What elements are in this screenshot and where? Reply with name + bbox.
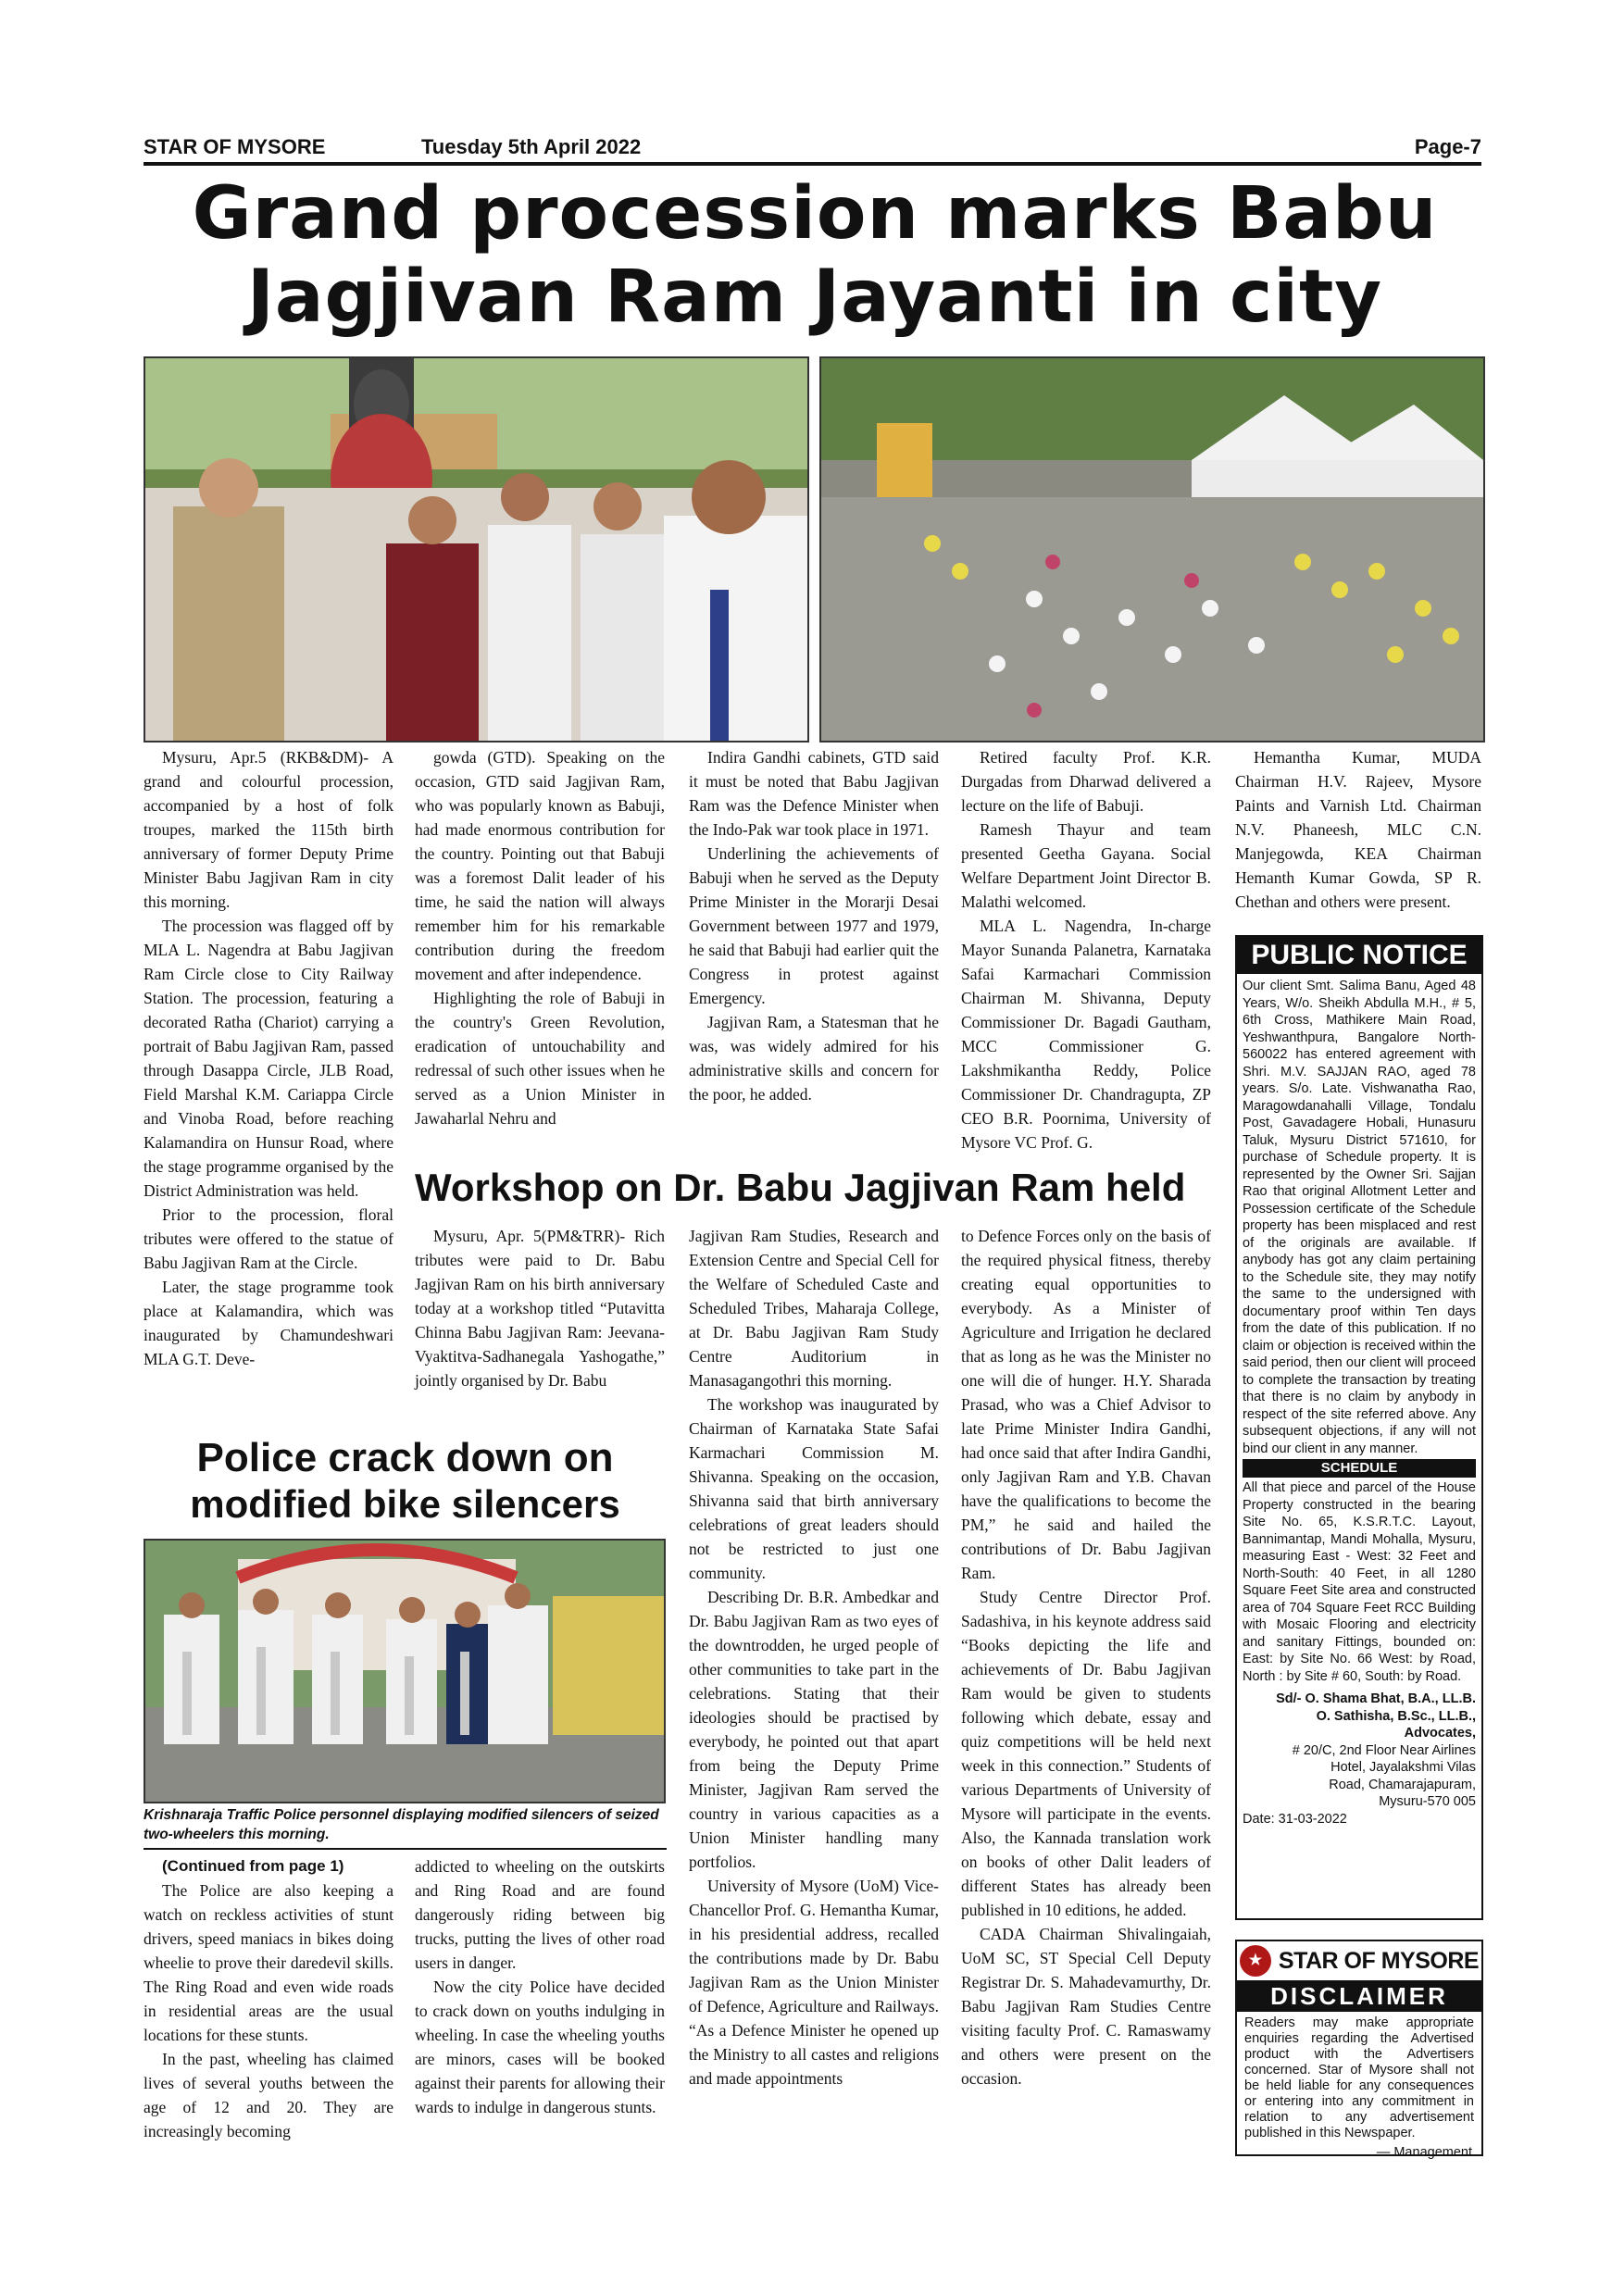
police-headline-line1: Police crack down on bbox=[196, 1435, 614, 1480]
notice-signatory: Sd/- O. Shama Bhat, B.A., LL.B. bbox=[1276, 1691, 1476, 1706]
main-headline: Grand procession marks Babu Jagjivan Ram Jayanti in city bbox=[192, 172, 1438, 339]
schedule-label: SCHEDULE bbox=[1243, 1459, 1476, 1478]
issue-date: Tuesday 5th April 2022 bbox=[421, 135, 642, 158]
police-col2: addicted to wheeling on the outskirts and Ring Road and are found dangerously riding between big trucks, putting the lives of other road users in danger. Now the city Police have decided to crack down on youths indulging in wheeling. In case the wheeling youths are minors, cases will be booked against their parents for allowing their wards to indulge in dangerous stunts. bbox=[415, 1857, 665, 2116]
notice-address-line1: # 20/C, 2nd Floor Near Airlines bbox=[1292, 1742, 1476, 1758]
main-story-col4: Retired faculty Prof. K.R. Durgadas from Dharwad delivered a lecture on the life of Babuji. Ramesh Thayur and team presented Geetha Gayana. Social Welfare Department Joint Director B. Malathi welcomed. MLA L. Nagendra, In-charge Mayor Sunanda Palanetra, Karnataka Safai Karmachari Commission Chairman M. Shivanna, Deputy Commissioner Dr. Bagadi Gautham, MCC Commissioner G. Lakshmikantha Reddy, Police Commissioner Dr. Chandragupta, ZP CEO B.R. Poornima, University of Mysore VC Prof. G. bbox=[961, 748, 1211, 1152]
police-headline-line2: modified bike silencers bbox=[190, 1482, 620, 1526]
notice-address-line4: Mysuru-570 005 bbox=[1379, 1794, 1476, 1809]
photo-procession bbox=[819, 356, 1485, 742]
disclaimer-brand: STAR OF MYSORE bbox=[1278, 1947, 1480, 1974]
workshop-col1: Mysuru, Apr. 5(PM&TRR)- Rich tributes were paid to Dr. Babu Jagjivan Ram on his birth anniversary today at a workshop titled “Putavitta Chinna Babu Jagjivan Ram: Jeevana-Vyaktitva-Sadhanegala Yashogathe,” jointly organised by Dr. Babu bbox=[415, 1227, 665, 1390]
notice-date: Date: 31-03-2022 bbox=[1243, 1811, 1347, 1827]
police-col1: (Continued from page 1) The Police are also keeping a watch on reckless activities of stunt drivers, speed maniacs in bikes doing wheelie to prove their daredevil skills. The Ring Road and even wide roads in residential areas are the usual locations for these stunts. In the past, wheeling has claimed lives of several youths between the age of 12 and 20. They are increasingly becoming bbox=[144, 1857, 394, 2140]
star-of-mysore-logo-icon: ★ bbox=[1240, 1945, 1271, 1977]
main-story-col3: Indira Gandhi cabinets, GTD said it must be noted that Babu Jagjivan Ram was the Defence Minister when the Indo-Pak war took place in 1971. Underlining the achievements of Babuji when he served as the Deputy Prime Minister in the Morarji Desai Government between 1977 and 1979, he said that Babuji had earlier quit the Congress in protest against Emergency. Jagjivan Ram, a Statesman that he was, was widely admired for his administrative skills and concern for the poor, he added. bbox=[689, 748, 939, 1104]
main-story-col5: Hemantha Kumar, MUDA Chairman H.V. Rajeev, Mysore Paints and Varnish Ltd. Chairman N.V. Phaneesh, MLC C.N. Manjegowda, KEA Chairman Hemanth Kumar Gowda, SP R. Chethan and others were present. bbox=[1235, 748, 1481, 911]
public-notice-title: PUBLIC NOTICE bbox=[1237, 937, 1481, 974]
disclaimer-title: DISCLAIMER bbox=[1237, 1980, 1481, 2012]
notice-address-line2: Hotel, Jayalakshmi Vilas bbox=[1330, 1760, 1476, 1775]
police-photo-caption: Krishnaraja Traffic Police personnel displaying modified silencers of seized two-wheelers this morning. bbox=[144, 1807, 659, 1842]
paper-name: STAR OF MYSORE bbox=[144, 135, 326, 158]
disclaimer-box bbox=[1235, 1940, 1483, 2160]
disclaimer-brand-row bbox=[1237, 1941, 1481, 1980]
public-notice-box bbox=[1235, 935, 1483, 1920]
workshop-headline: Workshop on Dr. Babu Jagjivan Ram held bbox=[415, 1166, 1186, 1209]
notice-firm: O. Sathisha, B.Sc., LL.B., Advocates, bbox=[1316, 1708, 1476, 1741]
public-notice-body: Our client Smt. Salima Banu, Aged 48 Years, W/o. Sheikh Abdulla M.H., # 5, 6th Cross, Mathikere Main Road, Yeshwanthpura, Bangalore North-560022 has entered agreement with Shri. M.V. SAJJAN RAO, aged 78 years. S/o. Late. Vishwanatha Rao, Maragowdanahalli Village, Tondalu Post, Gavadagere Hobali, Hunasuru Taluk, Mysuru District 571610, for purchase of Schedule property. It is represented by the Owner Sri. Sajjan Rao that original Allotment Letter and Possession certificate of the Schedule property has been misplaced and rest of the originals are available. If anybody has got any claim pertaining to the Schedule site, they may notify the same to the undersigned with documentary proof within Ten days from the date of this publication. If no claim or objection is received within the said period, then our client will proceed to complete the transaction by treating that there is no claim by anybody in respect of the site referred above. Any subsequent objections, if any will not bind our client in any manner. SCHEDULE All that piece and parcel of the House Property constructed in the bearing Site No. 65, K.S.R.T.C. Layout, Bannimantap, Mandi Mohalla, Mysuru, measuring East - West: 32 Feet and North-South: 40 Feet, in all 1280 Square Feet Site area and constructed area of 704 Square Feet RCC Building with Mosaic Flooring and electricity and sanitary Fittings, bounded on: East: by Site No. 66 West: by Road, North : by Site # 60, South: by Road. Sd/- O. Shama Bhat, B.A., LL.B. O. Sathisha, B.Sc., LL.B., Advocates, # 20/C, 2nd Floor Near Airlines Hotel, Jayalakshmi Vilas Road, Chamarajapuram, Mysuru-570 005 Date: 31-03-2022 bbox=[1243, 979, 1476, 1827]
photo-statue-tribute bbox=[144, 356, 809, 742]
disclaimer-sign: — Management bbox=[1376, 2145, 1472, 2160]
workshop-col2: Jagjivan Ram Studies, Research and Extension Centre and Special Cell for the Welfare of Scheduled Caste and Scheduled Tribes, Maharaja College, at Dr. Babu Jagjivan Ram Study Centre Auditorium in Manasagangothri this morning. The workshop was inaugurated by Chairman of Karnataka State Safai Karmachari Commission M. Shivanna. Speaking on the occasion, Shivanna said that birth anniversary celebrations of great leaders should not be restricted to just one community. Describing Dr. B.R. Ambedkar and Dr. Babu Jagjivan Ram as two eyes of the downtrodden, he urged people of other communities to take part in the celebrations. Stating that their ideologies should be practised by everybody, he pointed out that apart from being the Deputy Prime Minister, Jagjivan Ram served the country in various capacities as a Union Minister handling many portfolios. University of Mysore (UoM) Vice-Chancellor Prof. G. Hemantha Kumar, in his presidential address, recalled the contributions made by Dr. Babu Jagjivan Ram as the Union Minister of Defence, Agriculture and Railways. “As a Defence Minister he opened up the Ministry to all castes and religions and made appointments bbox=[689, 1227, 939, 2088]
masthead-rule bbox=[144, 162, 1481, 166]
schedule-body: All that piece and parcel of the House Property constructed in the bearing Site No. 65, K.S.R.T.C. Layout, Bannimantap, Mandi Mohalla, Mysuru, measuring East - West: 32 Feet and North-South: 40 Feet, in all 1280 Square Feet Site area and constructed area of 704 Square Feet RCC Building with Mosaic Flooring and electricity and sanitary Fittings, bounded on: East: by Site No. 66 West: by Road, North : by Site # 60, South: by Road. bbox=[1243, 1480, 1476, 1684]
notice-address-line3: Road, Chamarajapuram, bbox=[1329, 1777, 1476, 1792]
page-number: Page-7 bbox=[1414, 135, 1481, 158]
main-story-col1: Mysuru, Apr.5 (RKB&DM)- A grand and colourful procession, accompanied by a host of folk troupes, marked the 115th birth anniversary of former Deputy Prime Minister Babu Jagjivan Ram in city this morning. The procession was flagged off by MLA L. Nagendra at Babu Jagjivan Ram Circle close to City Railway Station. The procession, featuring a decorated Ratha (Chariot) carrying a portrait of Babu Jagjivan Ram, passed through Dasappa Circle, JLB Road, Field Marshal K.M. Cariappa Circle and Vinoba Road, before reaching Kalamandira on Hunsur Road, where the stage programme organised by the District Administration was held. Prior to the procession, floral tributes were offered to the statue of Babu Jagjivan Ram at the Circle. Later, the stage programme took place at Kalamandira, which was inaugurated by Chamundeshwari MLA G.T. Deve- bbox=[144, 748, 394, 1368]
main-story-col2: gowda (GTD). Speaking on the occasion, GTD said Jagjivan Ram, who was popularly known as Babuji, had made enormous contribution for the country. Pointing out that Babuji was a foremost Dalit leader of his time, he said the nation will always remember him for his remarkable contribution during the freedom movement and after independence. Highlighting the role of Babuji in the country's Green Revolution, eradication of untouchability and redressal of such other issues when he served as a Union Minister in Jawaharlal Nehru and bbox=[415, 748, 665, 1128]
workshop-col3: to Defence Forces only on the basis of the required physical fitness, thereby creating equal opportunities to everybody. As a Minister of Agriculture and Irrigation he declared that as long as he was the Minister no one will die of hunger. H.Y. Sharada Prasad, who was a Chief Advisor to late Prime Minister Indira Gandhi, had once said that after Indira Gandhi, only Jagjivan Ram and Y.B. Chavan have the qualifications to become the PM,” he said and hailed the contributions of Dr. Babu Jagjivan Ram. Study Centre Director Prof. Sadashiva, in his keynote address said “Books depicting the life and achievements of Dr. Babu Jagjivan Ram would be given to students following which debate, essay and quiz competitions will be held next week in this connection.” Students of various Departments of University of Mysore will participate in the events. Also, the Kannada translation work on books of other Dalit leaders of different States has already been published in 10 editions, he added. CADA Chairman Shivalingaiah, UoM SC, ST Special Cell Deputy Registrar Dr. S. Mahadevamurthy, Dr. Babu Jagjivan Ram Studies Centre visiting faculty Prof. C. Ramaswamy and others were present on the occasion. bbox=[961, 1227, 1211, 2088]
caption-rule bbox=[144, 1848, 667, 1850]
photo-traffic-police bbox=[144, 1539, 666, 1803]
disclaimer-body: Readers may make appropriate enquiries regarding the Advertised product with the Advertisers concerned. Star of Mysore shall not be held liable for any consequences or entering into any commitment in relation to any advertisement published in this Newspaper. bbox=[1244, 2015, 1474, 2140]
